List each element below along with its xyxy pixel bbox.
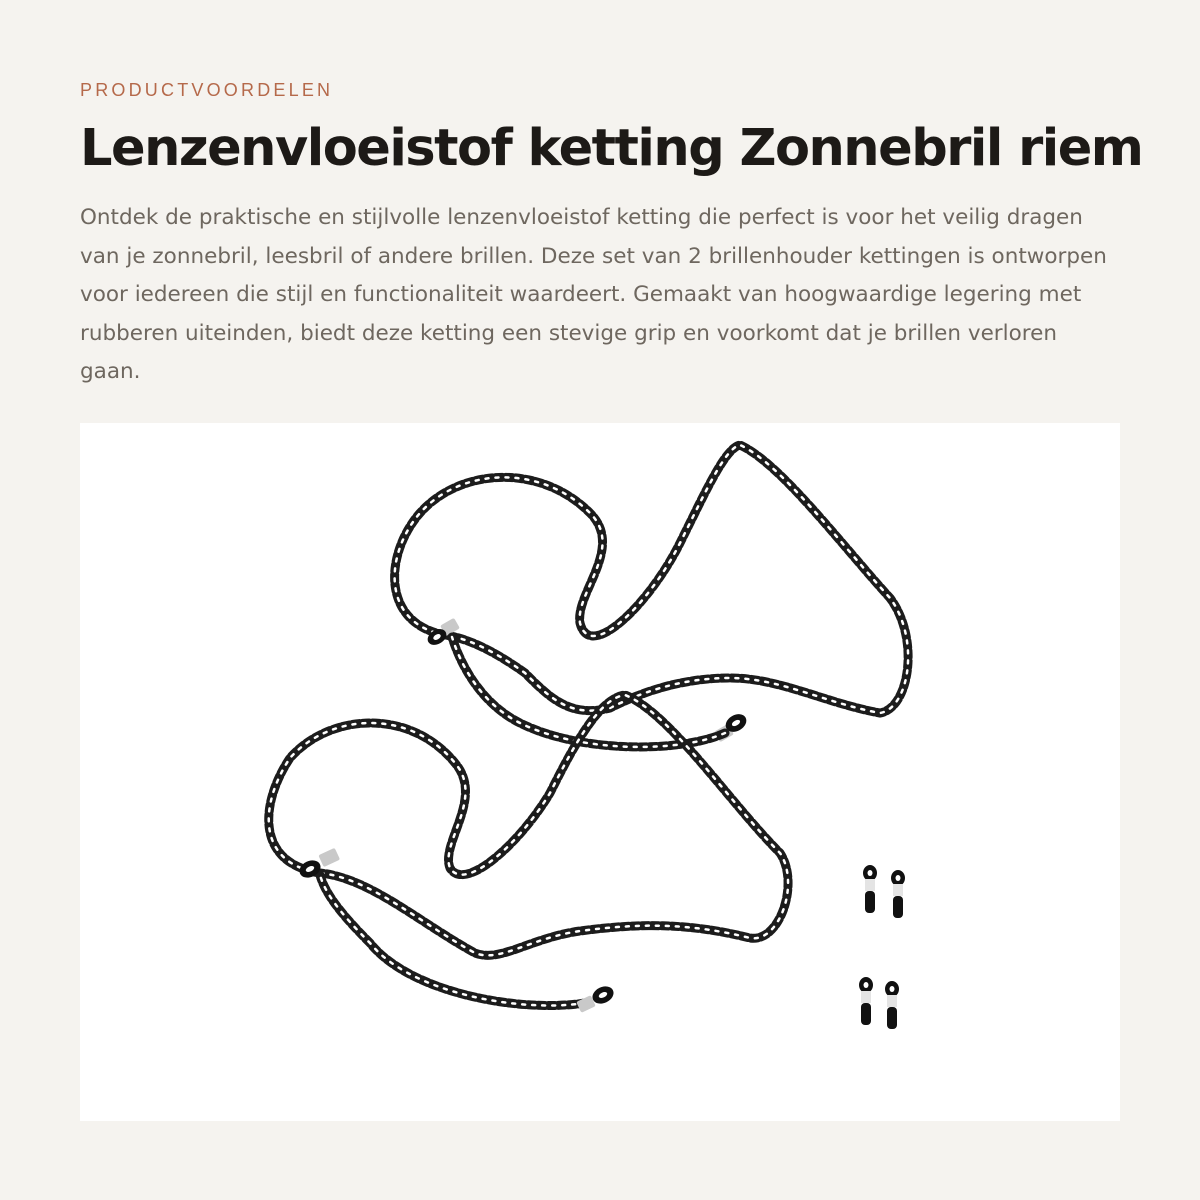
chain-1 [395,445,908,747]
spare-rubber-ends [859,865,905,1029]
eyebrow-label: PRODUCTVOORDELEN [80,80,334,100]
product-photo [80,423,1120,1121]
chain-2-right-end [576,983,616,1013]
product-photo-illustration [80,423,1120,1121]
page-title: Lenzenvloeistof ketting Zonnebril riem [80,119,1143,178]
product-description: Ontdek de praktische en stijlvolle lenzenvloeistof ketting die perfect is voor het veilig dragen van je zonnebril, leesbril of andere brillen. Deze set van 2 brillenhouder kettingen is ontworpen voor iedereen die stijl en functionaliteit waardeert. Gemaakt van hoogwaardige legering met rubberen uiteinden, biedt deze ketting een stevige grip en voorkomt dat je brillen verloren gaan. [80,205,1107,384]
